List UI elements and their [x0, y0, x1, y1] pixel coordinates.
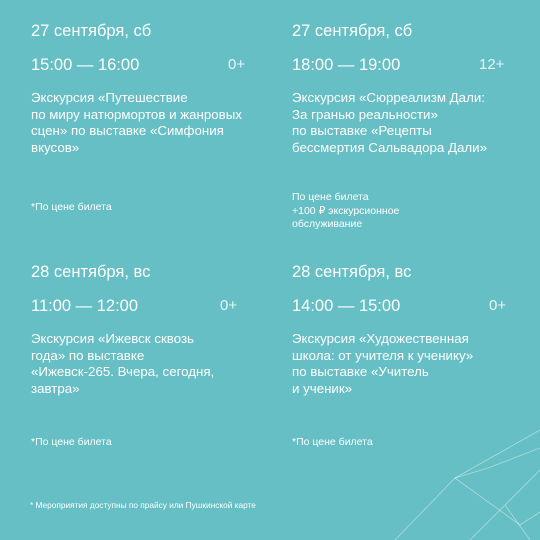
event-date: 27 сентября, сб	[292, 22, 413, 40]
age-rating-badge: 12+	[479, 56, 505, 73]
event-date: 27 сентября, сб	[31, 22, 152, 40]
event-card	[292, 20, 532, 230]
event-title: Экскурсия «Путешествие по миру натюрмортов и жанровых сцен» по выставке «Симфония вкусов»	[31, 90, 242, 155]
time-row	[31, 54, 271, 76]
event-date: 28 сентября, вс	[31, 263, 151, 281]
event-card	[31, 20, 271, 213]
event-time: 18:00 — 19:00	[292, 56, 401, 74]
event-card	[292, 261, 532, 448]
event-title: Экскурсия «Ижевск сквозь года» по выставке «Ижевск-265. Вчера, сегодня, завтра»	[31, 331, 215, 396]
age-rating-badge: 0+	[220, 297, 238, 314]
age-rating-badge: 0+	[228, 56, 246, 73]
price-note: По цене билета +100 ₽ экскурсионное обслуживание	[292, 191, 400, 230]
event-title: Экскурсия «Художественная школа: от учителя к ученику» по выставке «Учитель и ученик»	[292, 331, 474, 396]
price-note: *По цене билета	[31, 436, 112, 448]
event-title: Экскурсия «Сюрреализм Дали: За гранью реальности» по выставке «Рецепты бессмертия Сальвадора Дали»	[292, 90, 487, 155]
event-time: 11:00 — 12:00	[31, 297, 139, 315]
event-time: 14:00 — 15:00	[292, 297, 401, 315]
time-row	[292, 295, 532, 317]
event-date: 28 сентября, вс	[292, 263, 412, 281]
time-row	[31, 295, 271, 317]
age-rating-badge: 0+	[489, 297, 507, 314]
price-note: *По цене билета	[292, 436, 373, 448]
price-note: *По цене билета	[31, 201, 112, 213]
time-row	[292, 54, 532, 76]
footer-note: * Мероприятия доступны по прайсу или Пушкинской карте	[30, 500, 256, 510]
event-card	[31, 261, 271, 448]
event-time: 15:00 — 16:00	[31, 56, 140, 74]
